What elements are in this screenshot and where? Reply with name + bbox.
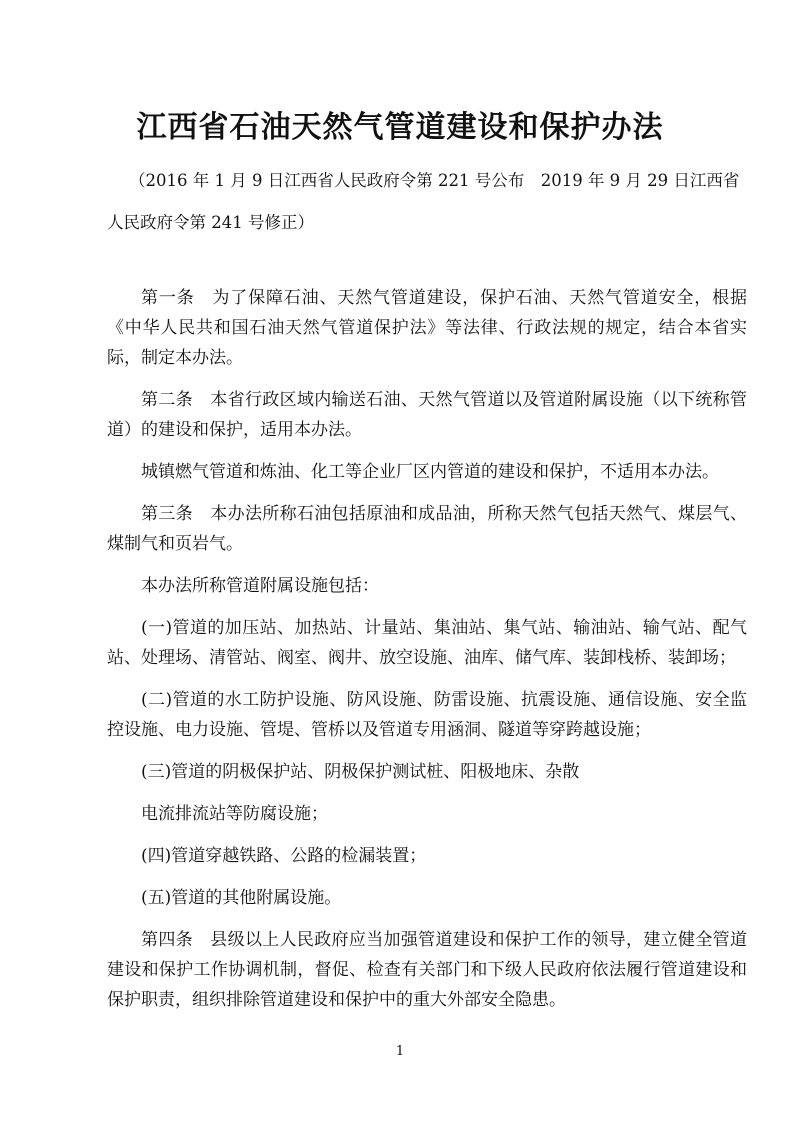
paragraph-article-2: 第二条 本省行政区域内输送石油、天然气管道以及管道附属设施（以下统称管道）的建设和保护，适用本办法。 [107,390,747,440]
paragraph-item-3: (三)管道的阴极保护站、阴极保护测试桩、阳极地床、杂散 [141,762,580,782]
paragraph-article-1: 第一条 为了保障石油、天然气管道建设，保护石油、天然气管道安全，根据《中华人民共和国石油天然气管道保护法》等法律、行政法规的规定，结合本省实际，制定本办法。 [107,288,747,368]
document-body [107,283,747,1027]
paragraph-item-2: (二)管道的水工防护设施、防风设施、防雷设施、抗震设施、通信设施、安全监控设施、电力设施、管堤、管桥以及管道专用涵洞、隧道等穿跨越设施； [107,690,747,740]
paragraph-item-4: (四)管道穿越铁路、公路的检漏装置； [141,846,427,866]
paragraph-article-4: 第四条 县级以上人民政府应当加强管道建设和保护工作的领导，建立健全管道建设和保护工作协调机制，督促、检查有关部门和下级人民政府依法履行管道建设和保护职责，组织排除管道建设和保护中的重大外部安全隐患。 [107,930,747,1010]
document-subtitle: （2016 年 1 月 9 日江西省人民政府令第 221 号公布 2019 年 9 月 29 日江西省人民政府令第 241 号修正） [107,171,740,232]
paragraph-item-5: (五)管道的其他附属设施。 [141,888,342,908]
paragraph-item-1: (一)管道的加压站、加热站、计量站、集油站、集气站、输油站、输气站、配气站、处理场、清管站、阀室、阀井、放空设施、油库、储气库、装卸栈桥、装卸场； [107,618,747,668]
paragraph-facilities-intro: 本办法所称管道附属设施包括： [141,576,379,596]
document-title: 江西省石油天然气管道建设和保护办法 [136,110,664,145]
paragraph-article-3: 第三条 本办法所称石油包括原油和成品油，所称天然气包括天然气、煤层气、煤制气和页岩气。 [107,504,747,554]
paragraph-item-3-continued: 电流排流站等防腐设施； [141,804,328,824]
paragraph-article-2-exclusion: 城镇燃气管道和炼油、化工等企业厂区内管道的建设和保护，不适用本办法。 [141,462,719,482]
page-number: 1 [395,1044,405,1059]
